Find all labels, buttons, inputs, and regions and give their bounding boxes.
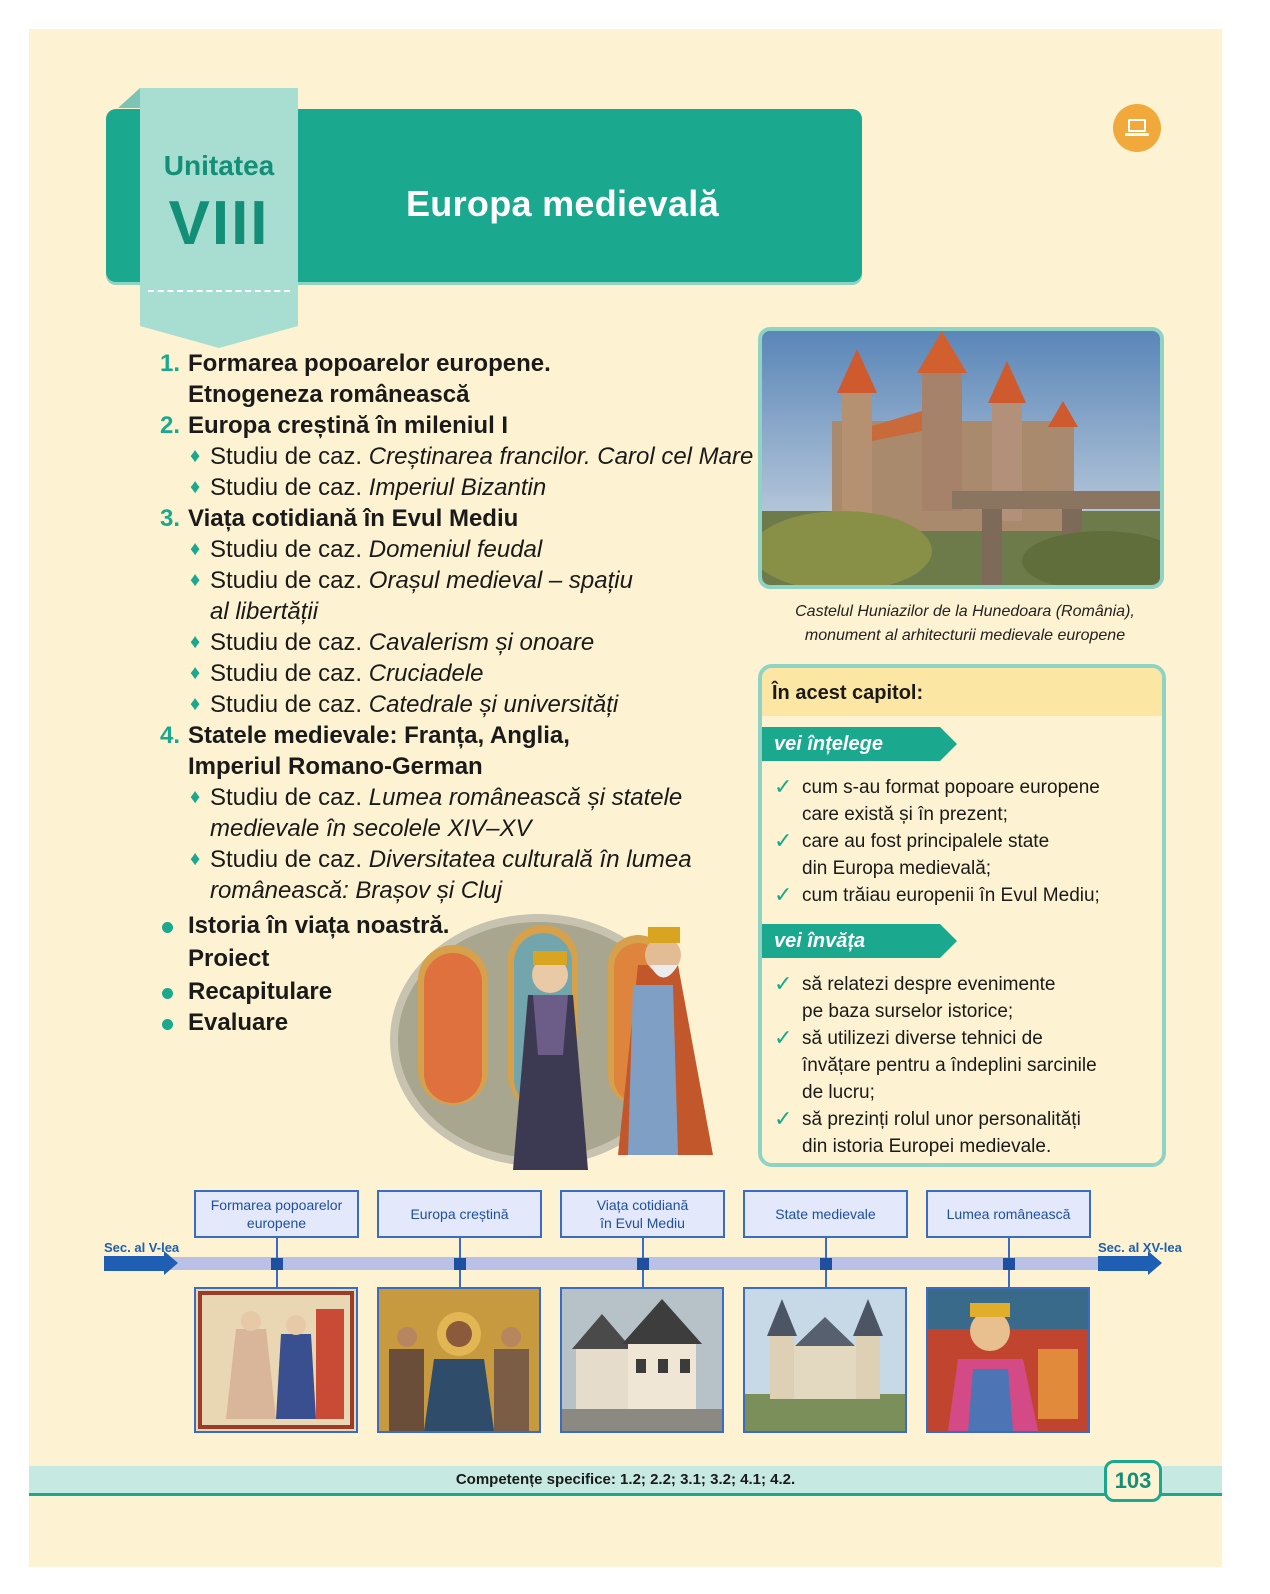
dot-bullet-icon [162, 1019, 173, 1030]
timeline-marker [637, 1258, 649, 1270]
timeline-bar [160, 1257, 1100, 1270]
objective-text: cum s-au format popoare europene [802, 777, 1100, 798]
understand-list [772, 774, 1162, 909]
specific-competences: Competențe specifice: 1.2; 2.2; 3.1; 3.2; 4.1; 4.2. [455, 1471, 796, 1488]
checkmark-icon: ✓ [774, 882, 793, 907]
diamond-bullet-icon: ♦ [190, 662, 201, 684]
checkmark-icon: ✓ [774, 774, 793, 799]
timeline-period-box [560, 1190, 725, 1238]
objective-text: să prezinți rolul unor personalități [802, 1109, 1081, 1130]
case-study-title: Cavalerism și onoare [368, 629, 595, 656]
unit-label: Unitatea [163, 150, 275, 181]
toc-extra-title-cont: Proiect [188, 945, 270, 972]
diamond-bullet-icon: ♦ [190, 786, 201, 808]
byzantine-rulers-illustration [388, 905, 733, 1175]
timeline-image-medieval-town [560, 1287, 724, 1433]
diamond-bullet-icon: ♦ [190, 631, 201, 653]
objective-text: să utilizezi diverse tehnici de [802, 1028, 1043, 1049]
laptop-icon[interactable] [1113, 104, 1161, 152]
understand-tag: vei înțelege [758, 727, 940, 761]
item-number: 3. [160, 505, 181, 532]
timeline-marker [271, 1258, 283, 1270]
diamond-bullet-icon: ♦ [190, 538, 201, 560]
learn-tag: vei învăța [758, 924, 940, 958]
objective-text: din Europa medievală; [802, 858, 992, 879]
timeline-period-box [926, 1190, 1091, 1238]
case-study-prefix: Studiu de caz. [210, 846, 363, 873]
chapter-objectives-box [758, 664, 1166, 1167]
case-study-prefix: Studiu de caz. [210, 567, 363, 594]
toc-item-title: Statele medievale: Franța, Anglia, [188, 722, 570, 749]
case-study-prefix: Studiu de caz. [210, 629, 363, 656]
checkmark-icon: ✓ [774, 828, 793, 853]
item-number: 1. [160, 350, 181, 377]
case-study-title: Orașul medieval – spațiu [368, 567, 633, 594]
period-label: Formarea popoarelor [210, 1197, 343, 1213]
timeline-period-box [743, 1190, 908, 1238]
case-study-prefix: Studiu de caz. [210, 536, 363, 563]
objective-text: care au fost principalele state [802, 831, 1050, 852]
diamond-bullet-icon: ♦ [190, 848, 201, 870]
objective-text: care există și în prezent; [802, 804, 1008, 825]
list-item [772, 828, 1162, 882]
list-item [772, 1025, 1162, 1106]
period-label: europene [246, 1215, 307, 1231]
case-study-title: Diversitatea culturală în lumea [368, 846, 692, 873]
objective-text: de lucru; [802, 1082, 875, 1103]
castle-photo [758, 327, 1164, 589]
period-label: Lumea românească [946, 1206, 1071, 1222]
list-item [772, 1106, 1162, 1160]
diamond-bullet-icon: ♦ [190, 569, 201, 591]
case-study-prefix: Studiu de caz. [210, 784, 363, 811]
list-item [772, 774, 1162, 828]
objective-text: să relatezi despre evenimente [802, 974, 1056, 995]
toc-item-title-cont: Etnogeneza românească [188, 381, 470, 408]
timeline-marker [454, 1258, 466, 1270]
caption-line: monument al arhitecturii medievale europene [804, 627, 1126, 644]
objective-text: cum trăiau europenii în Evul Mediu; [802, 885, 1100, 906]
timeline-end-label: Sec. al XV-lea [1098, 1240, 1182, 1255]
objective-text: pe baza surselor istorice; [802, 1001, 1014, 1022]
unit-number: VIII [168, 189, 270, 258]
checkmark-icon: ✓ [774, 1025, 793, 1050]
objective-text: învățare pentru a îndeplini sarcinile [802, 1055, 1097, 1076]
period-label: în Evul Mediu [600, 1215, 685, 1231]
diamond-bullet-icon: ♦ [190, 693, 201, 715]
timeline-start-label: Sec. al V-lea [104, 1240, 180, 1255]
timeline-end-arrow-icon [1098, 1256, 1148, 1271]
case-study-title-cont: românească: Brașov și Cluj [210, 877, 503, 904]
timeline-period-box [194, 1190, 359, 1238]
objectives-heading: În acest capitol: [762, 668, 1162, 716]
ribbon-stitch [148, 290, 290, 292]
timeline-period-box [377, 1190, 542, 1238]
case-study-title: Cruciadele [368, 660, 484, 687]
dot-bullet-icon [162, 922, 173, 933]
timeline-marker [1003, 1258, 1015, 1270]
diamond-bullet-icon: ♦ [190, 476, 201, 498]
toc-item-title-cont: Imperiul Romano-German [188, 753, 483, 780]
case-study-prefix: Studiu de caz. [210, 691, 363, 718]
unit-title: Europa medievală [406, 183, 719, 224]
toc-extra-title: Istoria în viața noastră. [188, 912, 450, 939]
page-number: 103 [1104, 1460, 1162, 1502]
period-label: Europa creștină [410, 1206, 509, 1222]
case-study-prefix: Studiu de caz. [210, 474, 363, 501]
timeline-marker [820, 1258, 832, 1270]
photo-caption [762, 600, 1168, 648]
case-study-title: Creștinarea francilor. Carol cel Mare [368, 443, 754, 470]
case-study-title-cont: medievale în secolele XIV–XV [210, 815, 532, 842]
case-study-prefix: Studiu de caz. [210, 443, 363, 470]
case-study-title: Catedrale și universități [368, 691, 619, 718]
objective-text: din istoria Europei medievale. [802, 1136, 1052, 1157]
ribbon-fold [118, 88, 140, 108]
case-study-prefix: Studiu de caz. [210, 660, 363, 687]
checkmark-icon: ✓ [774, 971, 793, 996]
timeline-image-byzantine-mosaic [377, 1287, 541, 1433]
case-study-title-cont: al libertății [210, 598, 319, 625]
dot-bullet-icon [162, 988, 173, 999]
item-number: 4. [160, 722, 181, 749]
checkmark-icon: ✓ [774, 1106, 793, 1131]
learn-list [772, 971, 1162, 1160]
toc-item-title: Viața cotidiană în Evul Mediu [188, 505, 519, 532]
list-item [772, 882, 1162, 909]
list-item [772, 971, 1162, 1025]
case-study-title: Domeniul feudal [368, 536, 543, 563]
period-label: State medievale [775, 1206, 876, 1222]
timeline-image-chateau [743, 1287, 907, 1433]
timeline-image-clovis [194, 1287, 358, 1433]
case-study-title: Imperiul Bizantin [368, 474, 547, 501]
period-label: Viața cotidiană [596, 1197, 689, 1213]
toc-item-title: Europa creștină în mileniul I [188, 412, 509, 439]
diamond-bullet-icon: ♦ [190, 445, 201, 467]
toc-item-title: Formarea popoarelor europene. [188, 350, 551, 377]
timeline-image-voivode-fresco [926, 1287, 1090, 1433]
item-number: 2. [160, 412, 181, 439]
toc-extra-title: Evaluare [188, 1009, 289, 1036]
caption-line: Castelul Huniazilor de la Hunedoara (România), [795, 603, 1135, 620]
toc-extra-title: Recapitulare [188, 978, 333, 1005]
timeline-start-arrow-icon [104, 1256, 164, 1271]
case-study-title: Lumea românească și statele [368, 784, 683, 811]
